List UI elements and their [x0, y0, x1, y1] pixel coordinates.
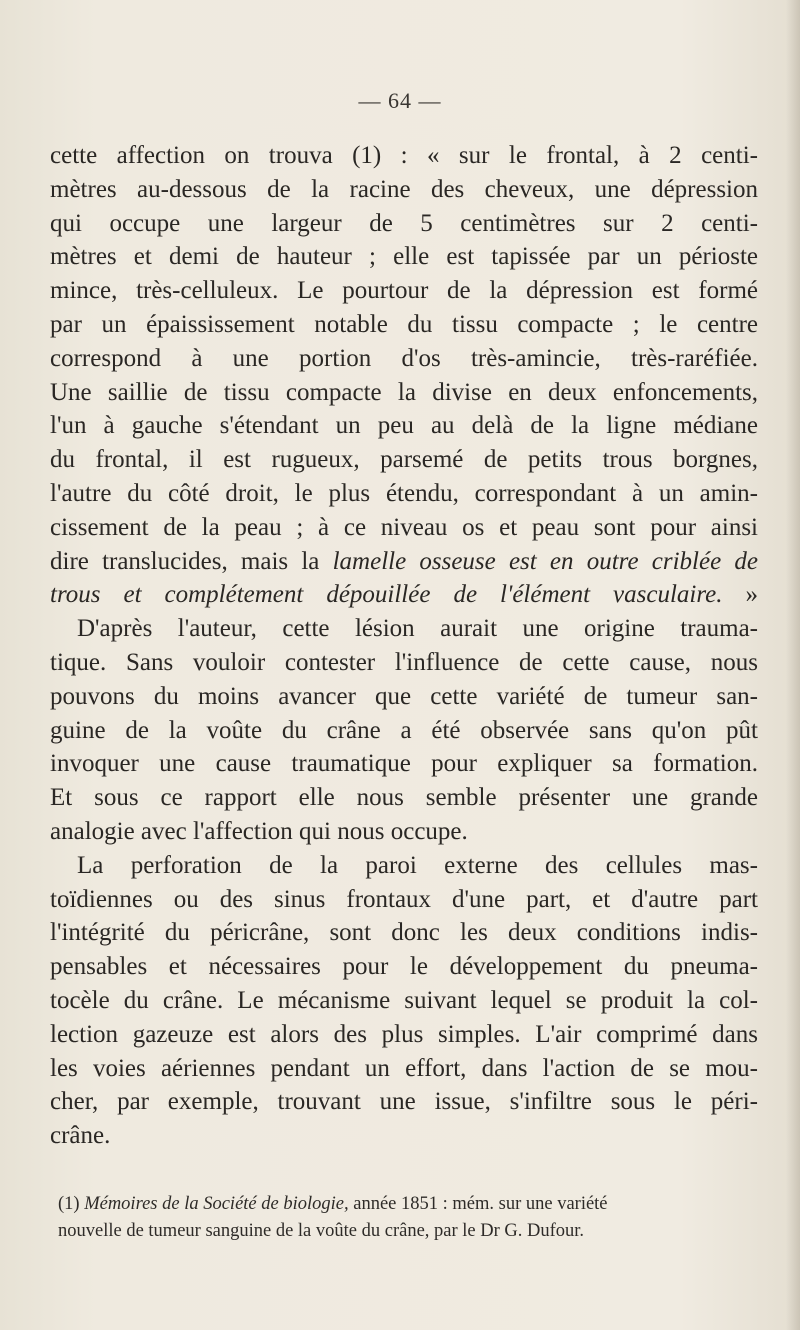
text-line: correspond à une portion d'os très-amincie, très-raréfiée. — [50, 344, 758, 372]
footnote-marker: (1) — [58, 1194, 80, 1214]
text-line: D'après l'auteur, cette lésion aurait une origine trauma- — [77, 615, 758, 643]
text-line: cher, par exemple, trouvant une issue, s'infiltre sous le péri- — [50, 1088, 758, 1116]
text-line: analogie avec l'affection qui nous occupe. — [50, 817, 468, 845]
text-line: cissement de la peau ; à ce niveau os et peau sont pour ainsi — [50, 513, 758, 541]
text-line: l'intégrité du péricrâne, sont donc les deux conditions indis- — [50, 919, 758, 947]
text-line: l'un à gauche s'étendant un peu au delà de la ligne médiane — [50, 412, 758, 440]
main-text — [50, 139, 758, 1153]
text-line: toïdiennes ou des sinus frontaux d'une part, et d'autre part — [50, 885, 758, 913]
footnote-line — [58, 1191, 758, 1218]
closing-quote: » — [722, 581, 758, 609]
italic-quote: lamelle osseuse est en outre criblée de — [332, 547, 758, 575]
text-line: l'autre du côté droit, le plus étendu, correspondant à un amin- — [50, 479, 758, 507]
text-line: tique. Sans vouloir contester l'influence de cette cause, nous — [50, 648, 758, 676]
text-segment: dire translucides, mais la — [50, 547, 320, 575]
footnote-source-title: Mémoires de la Société de biologie, — [84, 1194, 349, 1214]
text-line: lection gazeuze est alors des plus simples. L'air comprimé dans — [50, 1020, 758, 1048]
footnote — [58, 1191, 758, 1245]
text-line-mixed — [50, 545, 758, 579]
text-line: mètres et demi de hauteur ; elle est tapissée par un périoste — [50, 243, 758, 271]
text-line: les voies aériennes pendant un effort, dans l'action de se mou- — [50, 1054, 758, 1082]
page-edge-shadow — [786, 0, 800, 1330]
text-line-mixed — [50, 578, 758, 612]
text-line: crâne. — [50, 1122, 111, 1150]
italic-quote: trous et complétement dépouillée de l'élément vasculaire. — [50, 581, 723, 609]
text-line: pouvons du moins avancer que cette variété de tumeur san- — [50, 682, 758, 710]
text-line: cette affection on trouva (1) : « sur le frontal, à 2 centi- — [50, 142, 758, 169]
text-line: La perforation de la paroi externe des cellules mas- — [77, 851, 758, 879]
page-number: — 64 — — [358, 88, 442, 113]
text-line: invoquer une cause traumatique pour expliquer sa formation. — [50, 750, 758, 778]
text-line: mince, très-celluleux. Le pourtour de la dépression est formé — [50, 277, 758, 305]
text-line: par un épaississement notable du tissu compacte ; le centre — [50, 310, 758, 338]
text-line: du frontal, il est rugueux, parsemé de petits trous borgnes, — [50, 446, 758, 474]
footnote-line: nouvelle de tumeur sanguine de la voûte du crâne, par le Dr G. Dufour. — [58, 1221, 585, 1241]
text-line: pensables et nécessaires pour le développement du pneuma- — [50, 953, 758, 981]
text-line: qui occupe une largeur de 5 centimètres sur 2 centi- — [50, 209, 758, 237]
text-line: mètres au-dessous de la racine des cheveux, une dépression — [50, 175, 758, 203]
text-line: Et sous ce rapport elle nous semble présenter une grande — [50, 784, 758, 812]
text-line: tocèle du crâne. Le mécanisme suivant lequel se produit la col- — [50, 986, 758, 1014]
text-line: guine de la voûte du crâne a été observée sans qu'on pût — [50, 716, 758, 744]
text-line: Une saillie de tissu compacte la divise en deux enfoncements, — [50, 378, 758, 406]
footnote-text: année 1851 : mém. sur une variété — [348, 1194, 608, 1214]
